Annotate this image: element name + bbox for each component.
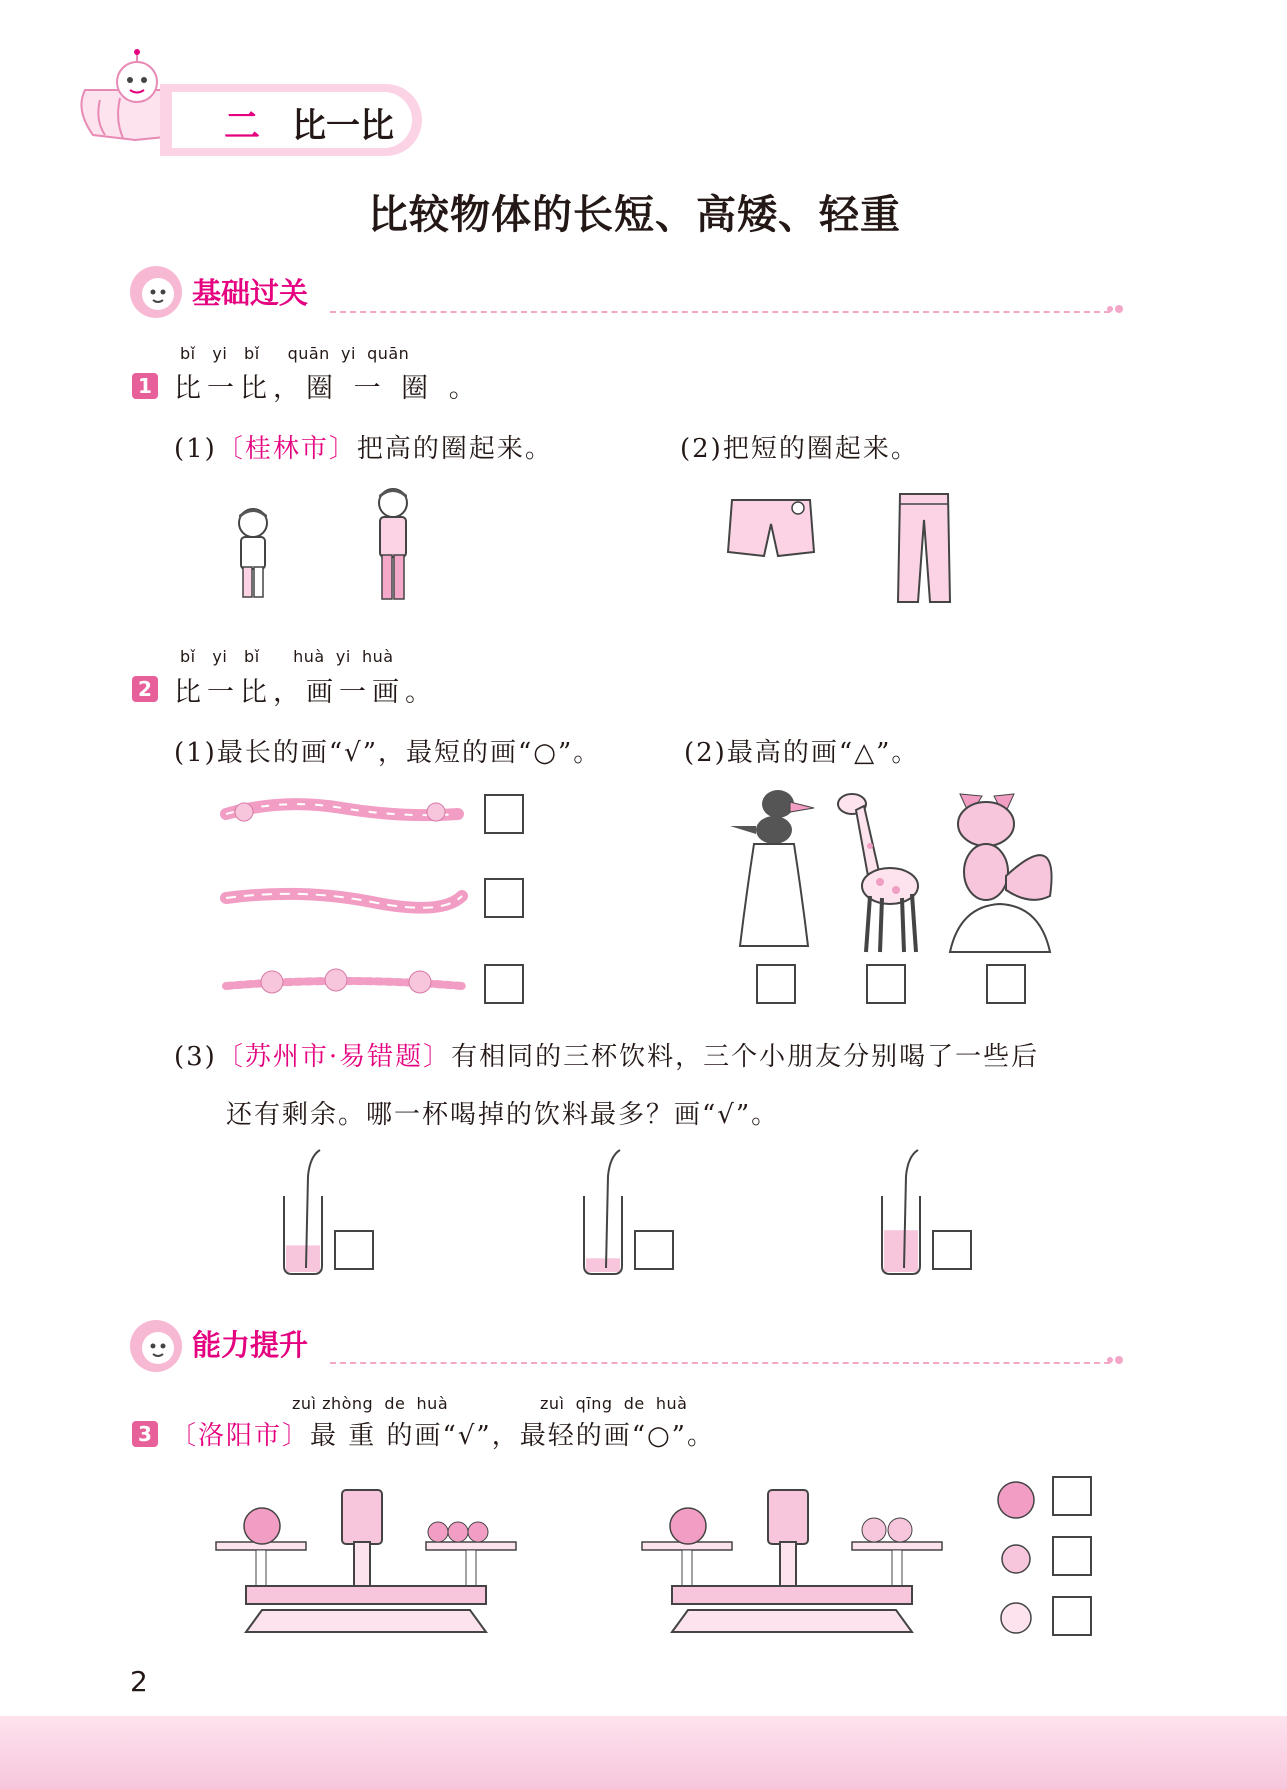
cup-liquid <box>286 1245 320 1272</box>
shorts-icon[interactable] <box>726 496 816 562</box>
q3-text-a: 最 重 的画“√”， <box>310 1421 520 1451</box>
q2-number: 2 <box>132 676 158 702</box>
balance-scale-2-icon <box>642 1486 932 1642</box>
giraffe-icon <box>830 786 926 956</box>
q2-sub3-text2: 还有剩余。哪一杯喝掉的饮料最多？画“√”。 <box>226 1100 780 1130</box>
q2-sub1: (1)最长的画“√”，最短的画“○”。 <box>174 738 602 768</box>
q3-text <box>170 1415 715 1452</box>
lesson-title: 比较物体的长短、高矮、轻重 <box>368 192 901 238</box>
footer-band <box>0 1716 1287 1789</box>
q1-number: 1 <box>132 373 158 399</box>
q3-text-b: 最轻的画“○”。 <box>519 1421 715 1451</box>
q2-sub2: (2)最高的画“△”。 <box>684 738 920 768</box>
section-basic-title: 基础过关 <box>192 276 309 310</box>
answer-box-crow[interactable] <box>756 964 796 1004</box>
apple-icon <box>996 1538 1036 1578</box>
cup-2-icon <box>582 1150 624 1276</box>
answer-box-fox[interactable] <box>986 964 1026 1004</box>
answer-box-tomato[interactable] <box>1052 1476 1092 1516</box>
q1-sub1-text: 把高的圈起来。 <box>356 434 553 464</box>
ribbon-longest-icon <box>222 880 466 916</box>
answer-box-ribbon-2[interactable] <box>484 878 524 918</box>
q3-pinyin-1: zuì zhòng de huà <box>292 1394 449 1413</box>
q2-sub3 <box>174 1036 1039 1073</box>
page-number: 2 <box>130 1665 148 1698</box>
q1-sub1-prefix: (1) <box>174 434 217 464</box>
answer-box-cup-3[interactable] <box>932 1230 972 1270</box>
section-dots-icon <box>1106 302 1130 316</box>
section-mascot-2-icon <box>128 1318 184 1374</box>
q1-text: 比一比，圈 一 圈 。 <box>174 373 482 404</box>
q2-sub3-text: 有相同的三杯饮料，三个小朋友分别喝了一些后 <box>451 1042 1040 1072</box>
section-basic-divider <box>330 311 1110 315</box>
section-dots-2-icon <box>1106 1353 1130 1367</box>
cup-liquid <box>884 1230 918 1272</box>
q3-tag: 〔洛阳市〕 <box>170 1421 311 1451</box>
q3-pinyin-2: zuì qīng de huà <box>540 1394 688 1413</box>
section-mascot-icon <box>128 264 184 320</box>
answer-box-ribbon-3[interactable] <box>484 964 524 1004</box>
cup-3-icon <box>880 1150 922 1276</box>
q2-pinyin: bǐ yi bǐ huà yi huà <box>180 647 394 666</box>
ribbon-knotted-icon <box>222 962 466 1002</box>
q2-sub3-prefix: (3) <box>174 1042 217 1072</box>
balance-scale-1-icon <box>216 1486 506 1642</box>
tomato-icon <box>994 1478 1038 1520</box>
q1-sub2: (2)把短的圈起来。 <box>680 434 919 464</box>
chapter-number: 二 <box>224 106 261 147</box>
cup-liquid <box>586 1258 620 1272</box>
pants-icon[interactable] <box>894 490 954 606</box>
section-advanced-divider <box>330 1362 1110 1366</box>
q2-sub3-tag: 〔苏州市·易错题〕 <box>216 1042 452 1072</box>
peach-icon <box>996 1596 1036 1638</box>
q3-number: 3 <box>132 1421 158 1447</box>
q1-pinyin: bǐ yi bǐ quān yi quān <box>180 344 410 363</box>
crow-on-rock-icon <box>726 786 826 954</box>
short-boy-icon[interactable] <box>228 505 278 605</box>
cup-1-icon <box>282 1150 324 1276</box>
fox-on-rock-icon <box>940 786 1074 956</box>
q1-sub1 <box>174 428 553 465</box>
q1-sub1-tag: 〔桂林市〕 <box>216 434 357 464</box>
cup-straw <box>606 1150 620 1268</box>
tall-boy-icon[interactable] <box>368 485 418 605</box>
answer-box-cup-1[interactable] <box>334 1230 374 1270</box>
chapter-title: 比一比 <box>292 106 394 146</box>
section-advanced-title: 能力提升 <box>192 1328 309 1362</box>
q2-text: 比一比，画一画。 <box>174 677 438 708</box>
ribbon-medium-icon <box>222 790 466 834</box>
answer-box-apple[interactable] <box>1052 1536 1092 1576</box>
answer-box-cup-2[interactable] <box>634 1230 674 1270</box>
answer-box-giraffe[interactable] <box>866 964 906 1004</box>
answer-box-peach[interactable] <box>1052 1596 1092 1636</box>
answer-box-ribbon-1[interactable] <box>484 794 524 834</box>
